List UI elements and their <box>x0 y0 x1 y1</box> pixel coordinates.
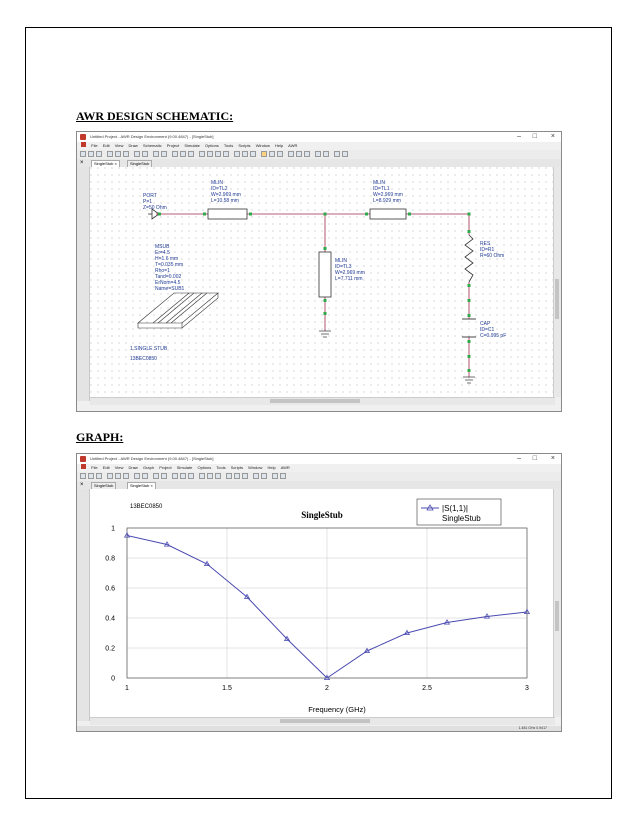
x-tick-label-4: 3 <box>525 685 529 692</box>
status-readout: 1.481 GHz 0.9417 <box>518 726 547 730</box>
graph-settings-icon[interactable] <box>261 473 267 479</box>
tl2-label-2: W=2.969 mm <box>211 192 241 198</box>
graph-menu-edit[interactable]: Edit <box>102 465 110 470</box>
graph-app-icon <box>80 456 86 462</box>
graph-canvas[interactable] <box>90 489 555 717</box>
graph-text-icon[interactable] <box>234 473 240 479</box>
menu-window[interactable]: Window <box>255 143 270 148</box>
graph-open-icon[interactable] <box>88 473 94 479</box>
legend-series-source: SingleStub <box>442 514 481 523</box>
res-label-2: R=60 Ohm <box>480 253 505 259</box>
graph-cut-icon[interactable] <box>107 473 113 479</box>
graph-vertical-scrollbar[interactable] <box>553 489 561 717</box>
equation-icon[interactable] <box>277 151 283 157</box>
x-axis-label: Frequency (GHz) <box>308 705 366 714</box>
grid-icon[interactable] <box>296 151 302 157</box>
open-icon[interactable] <box>88 151 94 157</box>
close-icon[interactable]: × <box>550 133 555 140</box>
graph-tools-icon[interactable] <box>272 473 278 479</box>
graph-menu-graph[interactable]: Graph <box>142 465 155 470</box>
new-icon[interactable] <box>80 151 86 157</box>
graph-tune-icon[interactable] <box>180 473 186 479</box>
graph-measure-icon[interactable] <box>207 473 213 479</box>
tl1-label-1: ID=TL1 <box>373 186 390 192</box>
graph-properties-icon[interactable] <box>215 473 221 479</box>
menu-bar <box>77 142 561 150</box>
tab-label-2: SingleStub <box>130 161 150 166</box>
menu-scripts[interactable]: Scripts <box>238 143 251 148</box>
tab-bar <box>77 159 561 167</box>
menu-simulate[interactable]: Simulate <box>184 143 200 148</box>
menu-project[interactable]: Project <box>166 143 180 148</box>
res-label-0: RES <box>480 241 491 247</box>
graph-horizontal-scrollbar[interactable] <box>90 717 555 725</box>
graph-save-icon[interactable] <box>96 473 102 479</box>
note-roll-number: 13BEC0850 <box>130 356 157 362</box>
menu-help[interactable]: Help <box>275 143 284 148</box>
cap-label-1: ID=C1 <box>480 327 495 333</box>
tl3-label-1: ID=TL3 <box>335 264 352 270</box>
graph-heading: GRAPH: <box>76 430 124 444</box>
optimize-icon[interactable] <box>188 151 194 157</box>
graph-hscroll-thumb[interactable] <box>280 719 370 723</box>
menu-view[interactable]: View <box>114 143 124 148</box>
menu-edit[interactable]: Edit <box>102 143 110 148</box>
graph-maximize-icon[interactable]: □ <box>532 455 537 462</box>
y-tick-label-4: 0.8 <box>105 555 115 563</box>
graph-tag-icon[interactable] <box>280 473 286 479</box>
window-title: Untitled Project - AWR Design Environment (9.00.4847) - [SingleStub] <box>90 134 214 139</box>
undo-icon[interactable] <box>134 151 140 157</box>
graph-tab-bar <box>77 481 561 489</box>
align-icon[interactable] <box>288 151 294 157</box>
schematic-horizontal-scrollbar[interactable] <box>90 397 555 405</box>
redo-icon[interactable] <box>142 151 148 157</box>
schematic-drawing[interactable] <box>90 167 555 397</box>
port-label-0: PORT <box>143 193 157 199</box>
tl1-label-0: MLIN <box>373 180 385 186</box>
msub-label-3: T=0.035 mm <box>155 262 184 268</box>
graph-window <box>76 453 562 732</box>
menu-file[interactable]: File <box>91 143 98 148</box>
cap-label-0: CAP <box>480 321 491 327</box>
app-icon <box>80 134 86 140</box>
schematic-hscroll-thumb[interactable] <box>270 399 360 403</box>
text-icon[interactable] <box>269 151 275 157</box>
wire-icon[interactable] <box>207 151 213 157</box>
legend-series-name: |S(1,1)| <box>442 504 468 513</box>
menu-options[interactable]: Options <box>205 143 219 148</box>
tl3-label-3: L=7.711 mm <box>335 276 363 282</box>
graph-new-icon[interactable] <box>80 473 86 479</box>
graph-left-panel <box>77 489 90 721</box>
graph-doc-icon <box>81 464 86 469</box>
port-label-2: Z=50 Ohm <box>143 205 167 211</box>
x-tick-label-2: 2 <box>325 685 329 692</box>
msub-label-7: Name=SUB1 <box>155 286 185 292</box>
graph-vscroll-thumb[interactable] <box>555 601 559 631</box>
zoom-icon[interactable] <box>153 151 159 157</box>
cut-icon[interactable] <box>107 151 113 157</box>
msub-label-1: Er=4.5 <box>155 250 170 256</box>
x-tick-label-1: 1.5 <box>222 685 232 692</box>
port-label-1: P=1 <box>143 199 153 205</box>
help-icon[interactable] <box>315 151 321 157</box>
rotate-icon[interactable] <box>242 151 248 157</box>
chart-annotation: 13BEC0850 <box>130 504 163 510</box>
tl1-symbol[interactable] <box>370 209 406 219</box>
tl2-label-1: ID=TL2 <box>211 186 228 192</box>
graph-close-icon[interactable]: × <box>550 455 555 462</box>
element-icon[interactable] <box>199 151 205 157</box>
schematic-vertical-scrollbar[interactable] <box>553 167 561 397</box>
graph-optimize-icon[interactable] <box>188 473 194 479</box>
graph-titlebar <box>77 454 561 464</box>
y-tick-label-2: 0.4 <box>105 615 115 623</box>
note-single-stub: 1.SINGLE STUB <box>130 346 168 352</box>
y-tick-label-5: 1 <box>111 525 115 533</box>
graph-close-pane-icon[interactable]: × <box>80 482 84 488</box>
legend[interactable] <box>417 499 501 525</box>
graph-analyze-icon[interactable] <box>172 473 178 479</box>
msub-label-6: ErNom=4.5 <box>155 280 181 286</box>
maximize-icon[interactable]: □ <box>532 133 537 140</box>
paste-icon[interactable] <box>123 151 129 157</box>
graph-menu-help[interactable]: Help <box>267 465 276 470</box>
flip-icon[interactable] <box>250 151 256 157</box>
tl3-label-0: MLIN <box>335 258 347 264</box>
res-label-1: ID=R1 <box>480 247 495 253</box>
graph-copy-icon[interactable] <box>115 473 121 479</box>
tick-labels <box>105 526 529 693</box>
graph-menu-window[interactable]: Window <box>248 465 263 470</box>
graph-marker-icon[interactable] <box>199 473 205 479</box>
graph-menu-view[interactable]: View <box>114 465 124 470</box>
schematic-vscroll-thumb[interactable] <box>555 279 559 319</box>
snap-icon[interactable] <box>304 151 310 157</box>
y-tick-label-3: 0.6 <box>105 585 115 593</box>
graph-menu-file[interactable]: File <box>91 465 98 470</box>
tl2-label-3: L=10.58 mm <box>211 198 239 204</box>
schematic-titlebar <box>77 132 561 142</box>
msub-label-0: MSUB <box>155 244 170 250</box>
graph-zoom-fit-icon[interactable] <box>161 473 167 479</box>
schematic-canvas[interactable] <box>90 167 555 397</box>
tab-singlestub-graph[interactable] <box>127 160 152 167</box>
msub-label-2: H=1.6 mm <box>155 256 179 262</box>
graph-zoom-icon[interactable] <box>153 473 159 479</box>
graph-undo-icon[interactable] <box>134 473 140 479</box>
graph-menu-bar <box>77 464 561 472</box>
graph-help-icon[interactable] <box>253 473 259 479</box>
tools-icon[interactable] <box>334 151 340 157</box>
graph-menu-tools[interactable]: Tools <box>216 465 226 470</box>
graph-status-bar <box>77 726 561 731</box>
schematic-heading: AWR DESIGN SCHEMATIC: <box>76 109 234 123</box>
grid-lines <box>127 528 527 678</box>
analyze-icon[interactable] <box>172 151 178 157</box>
x-tick-label-3: 2.5 <box>422 685 432 692</box>
tl3-label-2: W=2.969 mm <box>335 270 365 276</box>
graph-select-icon[interactable] <box>226 473 232 479</box>
y-tick-label-1: 0.2 <box>105 645 115 653</box>
menu-tools[interactable]: Tools <box>223 143 234 148</box>
graph-menu-project[interactable]: Project <box>159 465 172 470</box>
msub-label-4: Rho=1 <box>155 268 170 274</box>
graph-tab-active[interactable]: SingleStub × <box>127 482 156 489</box>
highlight-icon[interactable] <box>261 151 267 157</box>
graph-window-title: Untitled Project - AWR Design Environment (9.00.4847) - [SingleStub] <box>90 456 214 461</box>
y-tick-label-0: 0 <box>111 675 115 683</box>
close-pane-icon[interactable]: × <box>80 160 84 166</box>
msub-label-5: Tand=0.002 <box>155 274 182 280</box>
tl3-symbol[interactable] <box>319 252 331 297</box>
graph-paste-icon[interactable] <box>123 473 129 479</box>
graph-tab-label-2: SingleStub <box>130 483 150 488</box>
copy-icon[interactable] <box>115 151 121 157</box>
graph-menu-awr[interactable]: AWR <box>280 465 290 470</box>
graph-menu-scripts[interactable]: Scripts <box>230 465 243 470</box>
tab-singlestub[interactable]: SingleStub × <box>91 160 120 167</box>
graph-tab-label: SingleStub <box>94 483 114 488</box>
schematic-window <box>76 131 562 412</box>
port-icon[interactable] <box>215 151 221 157</box>
tab-label: SingleStub <box>94 161 114 166</box>
select-icon[interactable] <box>234 151 240 157</box>
doc-icon <box>81 142 86 147</box>
chart-title: SingleStub <box>301 510 343 520</box>
graph-legend-icon[interactable] <box>242 473 248 479</box>
save-icon[interactable] <box>96 151 102 157</box>
menu-awr[interactable]: AWR <box>288 143 298 148</box>
minimize-icon[interactable]: – <box>517 133 521 140</box>
tune-icon[interactable] <box>180 151 186 157</box>
graph-chart[interactable] <box>90 489 555 717</box>
graph-menu-options[interactable]: Options <box>197 465 212 470</box>
graph-menu-draw[interactable]: Draw <box>128 465 138 470</box>
graph-menu-simulate[interactable]: Simulate <box>176 465 193 470</box>
menu-draw[interactable]: Draw <box>128 143 138 148</box>
tl2-label-0: MLIN <box>211 180 223 186</box>
cap-label-2: C=0.995 pF <box>480 333 507 339</box>
left-panel <box>77 167 90 401</box>
tl1-label-2: W=2.969 mm <box>373 192 403 198</box>
graph-tab-schematic[interactable] <box>91 482 116 489</box>
tl1-label-3: L=8.929 mm <box>373 198 401 204</box>
tl2-symbol[interactable] <box>208 209 247 219</box>
settings-icon[interactable] <box>323 151 329 157</box>
menu-schematic[interactable]: Schematic <box>142 143 162 148</box>
x-tick-label-0: 1 <box>125 685 129 692</box>
graph-minimize-icon[interactable]: – <box>517 455 521 462</box>
zoom-fit-icon[interactable] <box>161 151 167 157</box>
tag-icon[interactable] <box>342 151 348 157</box>
graph-redo-icon[interactable] <box>142 473 148 479</box>
ground-icon[interactable] <box>223 151 229 157</box>
